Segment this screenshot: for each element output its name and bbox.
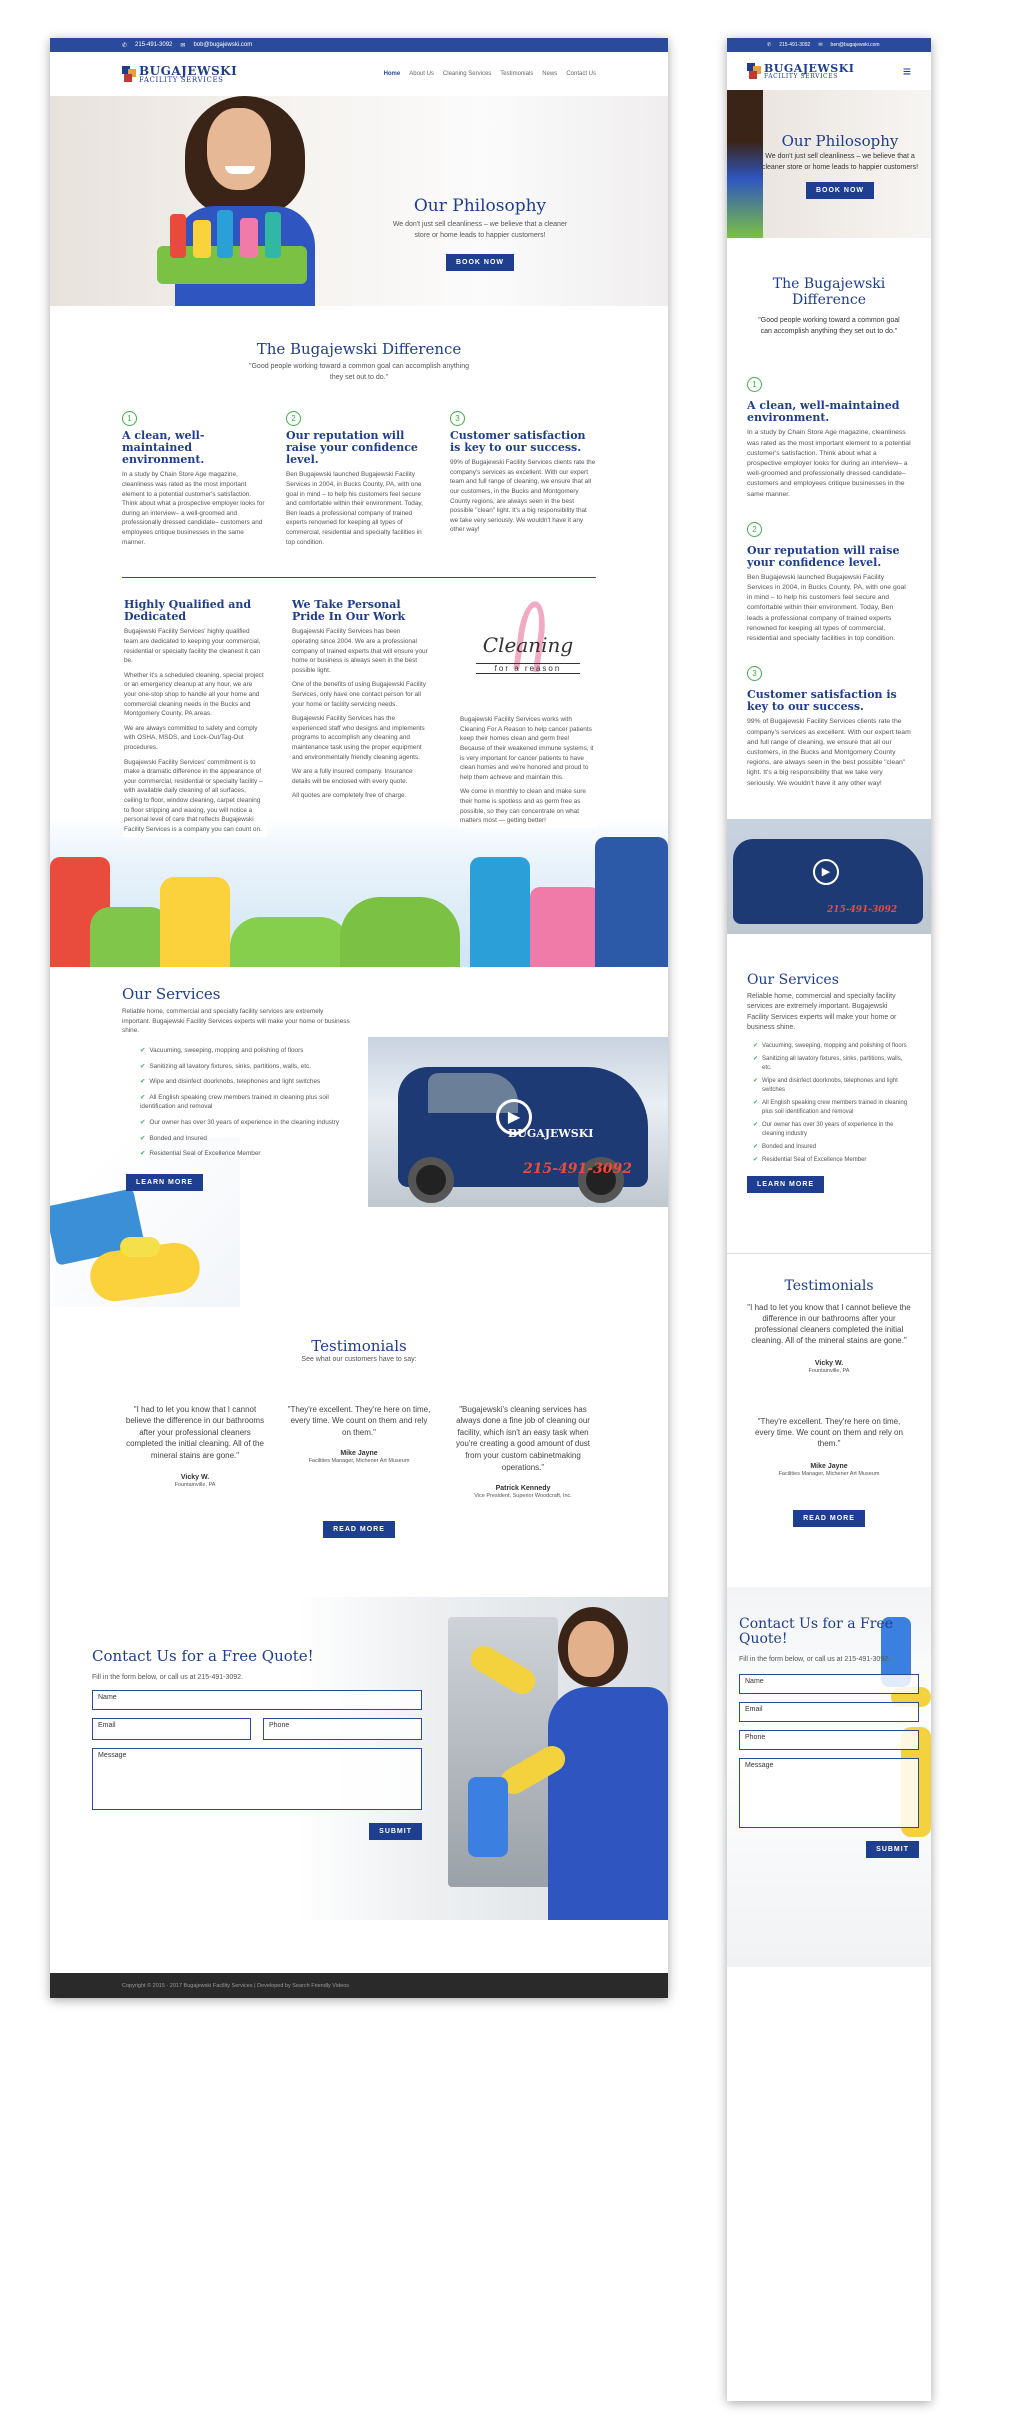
mobile-book-now-button[interactable]: BOOK NOW bbox=[806, 182, 874, 199]
mobile-hero-title: Our Philosophy bbox=[781, 132, 899, 150]
gloves-background-image bbox=[50, 817, 668, 967]
main-nav bbox=[50, 52, 668, 96]
mobile-difference-item-2 bbox=[747, 522, 911, 645]
list-item: ✔ Bonded and Insured bbox=[140, 1134, 207, 1142]
logo-line2: FACILITY SERVICES bbox=[139, 75, 224, 84]
mobile-contact-title: Contact Us for a Free Quote! bbox=[739, 1615, 894, 1647]
mobile-contact-text: Fill in the form below, or call us at 215-491-3092. bbox=[739, 1656, 890, 1664]
about-col2-p3: Bugajewski Facility Services has the experienced staff who designs and implements programs to accomplish any cleaning and maintenance task using the proper equipment and environmentally friendly cleaning agents. bbox=[292, 715, 425, 761]
mobile-read-more-button[interactable]: READ MORE bbox=[793, 1510, 865, 1527]
book-now-button[interactable]: BOOK NOW bbox=[446, 254, 514, 271]
cleaning-woman-image bbox=[408, 1597, 668, 1920]
mobile-difference-item-1 bbox=[747, 377, 911, 500]
difference-item-3 bbox=[450, 411, 596, 547]
check-icon: ✔ bbox=[140, 1150, 146, 1158]
mobile-top-email[interactable]: ben@bugajewski.com bbox=[830, 42, 880, 48]
hero-text: We don't just sell cleanliness – we believe that a cleaner store or home leads to happier customers! bbox=[392, 221, 568, 239]
mobile-top-phone[interactable]: 215-491-3092 bbox=[779, 42, 811, 48]
contact-text: Fill in the form below, or call us at 215-491-3092. bbox=[92, 1674, 243, 1682]
list-item: ✔ Vacuuming, sweeping, mopping and polishing of floors bbox=[140, 1046, 304, 1054]
testimonial-name: Vicky W. bbox=[814, 1360, 844, 1368]
about-col2-p5: All quotes are completely free of charge. bbox=[292, 792, 407, 800]
difference-item-title: A clean, well-maintained environment. bbox=[122, 429, 205, 467]
mobile-mockup bbox=[727, 38, 931, 2401]
email-field[interactable]: Email bbox=[92, 1718, 251, 1740]
footer bbox=[50, 1973, 668, 1998]
nav-item-testimonials[interactable]: Testimonials bbox=[500, 71, 534, 77]
logo-line2: FACILITY SERVICES bbox=[764, 72, 838, 80]
list-item: ✔ All English speaking crew members trained in cleaning plus soil identification and removal bbox=[753, 1099, 908, 1115]
hero-section bbox=[50, 96, 668, 306]
list-item: ✔ Vacuuming, sweeping, mopping and polishing of floors bbox=[753, 1042, 907, 1049]
testimonial-quote: "Bugajewski's cleaning services has always done a fine job of cleaning our facility, which isn't an easy task when you're creating a good amount of dust from your custom cabinetmaking operations." bbox=[455, 1404, 591, 1472]
mobile-truck-video[interactable] bbox=[727, 819, 931, 934]
testimonial-role: Facilities Manager, Michener Art Museum bbox=[778, 1471, 880, 1478]
mobile-services-list bbox=[747, 1042, 911, 1165]
check-icon: ✔ bbox=[753, 1143, 759, 1150]
testimonial-quote: "They're excellent. They're here on time, every time. We count on them and rely on them." bbox=[287, 1404, 431, 1437]
number-badge: 2 bbox=[286, 411, 301, 426]
logo-line1: BUGAJEWSKI bbox=[139, 63, 238, 78]
check-icon: ✔ bbox=[753, 1099, 759, 1106]
list-item: ✔ Our owner has over 30 years of experience in the cleaning industry bbox=[140, 1119, 340, 1127]
mobile-testimonial-1 bbox=[747, 1302, 911, 1376]
truck-logo-text: BUGAJEWSKI bbox=[508, 1127, 594, 1141]
submit-button[interactable]: SUBMIT bbox=[369, 1823, 422, 1840]
mobile-name-field[interactable]: Name bbox=[739, 1674, 919, 1694]
mobile-difference-quote: "Good people working toward a common goal can accomplish anything they set out to do." bbox=[758, 317, 900, 335]
mobile-difference-title: The Bugajewski Difference bbox=[772, 276, 886, 309]
read-more-button[interactable]: READ MORE bbox=[323, 1521, 395, 1538]
difference-item-1 bbox=[122, 411, 268, 547]
testimonial-3 bbox=[450, 1404, 596, 1501]
logo-mark-icon bbox=[747, 63, 761, 79]
testimonials-section bbox=[50, 1307, 668, 1597]
desktop-mockup bbox=[50, 38, 668, 1998]
list-item: ✔ Residential Seal of Excellence Member bbox=[140, 1150, 261, 1158]
difference-item-title: Customer satisfaction is key to our success. bbox=[450, 429, 586, 455]
number-badge: 3 bbox=[747, 666, 762, 681]
list-item: ✔ Wipe and disinfect doorknobs, telephones and light switches bbox=[140, 1078, 321, 1086]
difference-item-text: 99% of Bugajewski Facility Services clients rate the company's services as excellent. With our expert team and full range of cleaning, we ensure that all our customers, in the Bucks and Montgomery County regions, are always seen in the best possible "clean" light. It's a big responsibility that we take very seriously. We wouldn't have it any other way! bbox=[747, 718, 911, 787]
about-section bbox=[50, 577, 668, 967]
testimonials-title: Testimonials bbox=[311, 1337, 407, 1356]
about-col-3 bbox=[458, 593, 598, 828]
logo-line1: BUGAJEWSKI bbox=[764, 61, 855, 75]
difference-item-title: Our reputation will raise your confidence level. bbox=[747, 543, 900, 569]
cfr-sub-text: for a reason bbox=[476, 663, 580, 674]
testimonial-2 bbox=[286, 1404, 432, 1501]
nav-item-services[interactable]: Cleaning Services bbox=[442, 71, 492, 77]
check-icon: ✔ bbox=[753, 1121, 759, 1128]
mobile-email-field[interactable]: Email bbox=[739, 1702, 919, 1722]
testimonial-1 bbox=[122, 1404, 268, 1501]
check-icon: ✔ bbox=[140, 1078, 146, 1086]
difference-item-text: In a study by Chain Store Age magazine, cleanliness was rated as the most important element to a potential customer's satisfaction. Think about what a prospective employer looks for during an interview– a well-groomed and professionally dressed candidate– customers and employees critique businesses in the same manner. bbox=[122, 471, 265, 546]
list-item: ✔ Our owner has over 30 years of experience in the cleaning industry bbox=[753, 1121, 894, 1137]
mobile-nav bbox=[727, 52, 931, 90]
number-badge: 3 bbox=[450, 411, 465, 426]
check-icon: ✔ bbox=[140, 1093, 146, 1101]
list-item: ✔ Bonded and Insured bbox=[753, 1143, 817, 1150]
list-item: ✔ Sanitizing all lavatory fixtures, sinks, partitions, walls, etc. bbox=[140, 1062, 311, 1070]
services-section bbox=[50, 967, 668, 1307]
play-icon[interactable]: ▶ bbox=[813, 859, 839, 885]
testimonial-quote: "They're excellent. They're here on time, every time. We count on them and rely on them." bbox=[755, 1416, 903, 1449]
cfr-p1: Bugajewski Facility Services works with Cleaning For A Reason to help cancer patients keep their homes clean and germ free! Because of their weakened immune systems, it is very important for cancer patients to have clean homes and we're honored and proud to help them achieve and maintain this. bbox=[460, 716, 594, 781]
mobile-message-field[interactable]: Message bbox=[739, 1758, 919, 1828]
nav-item-home[interactable]: Home bbox=[383, 71, 401, 77]
mobile-phone-field[interactable]: Phone bbox=[739, 1730, 919, 1750]
check-icon: ✔ bbox=[140, 1119, 146, 1127]
mobile-testimonials-title: Testimonials bbox=[784, 1277, 874, 1294]
mobile-hero-text: We don't just sell cleanliness – we believe that a cleaner store or home leads to happier customers! bbox=[761, 153, 919, 171]
phone-field[interactable]: Phone bbox=[263, 1718, 422, 1740]
learn-more-button[interactable]: LEARN MORE bbox=[126, 1174, 203, 1191]
hero-title: Our Philosophy bbox=[413, 196, 547, 216]
difference-item-text: Ben Bugajewski launched Bugajewski Facility Services in 2004, in Bucks County, PA, with one goal in mind – to help his customers feel secure and comfortable within their environment. Today, Ben leads a professional company of trained experts renowned for keeping all types of commercial, residential and specialty facilities in top condition. bbox=[286, 471, 423, 546]
mobile-difference-item-3 bbox=[747, 666, 911, 789]
hamburger-menu-icon[interactable]: ≡ bbox=[902, 63, 911, 79]
about-col1-title: Highly Qualified and Dedicated bbox=[124, 598, 252, 624]
testimonial-role: Fountainville, PA bbox=[808, 1368, 850, 1375]
testimonial-quote: "I had to let you know that I cannot believe the difference in our bathrooms after your professional cleaners completed the initial cleaning. All of the mineral stains are gone." bbox=[125, 1404, 265, 1461]
about-col1-p4: Bugajewski Facility Services' commitment is to make a dramatic difference in the appearance of your commercial, residential or specialty facility – with available daily cleaning of all surfaces, ceiling to floor, window cleaning, carpet cleaning to floor stripping and waxing, you will notice a personal level of care that reflects Bugajewski Facility Services is a company you can count on. bbox=[124, 758, 263, 833]
list-item: ✔ Residential Seal of Excellence Member bbox=[753, 1156, 867, 1163]
check-icon: ✔ bbox=[753, 1055, 759, 1062]
check-icon: ✔ bbox=[753, 1077, 759, 1084]
difference-item-text: Ben Bugajewski launched Bugajewski Facility Services in 2004, in Bucks County, PA, with one goal in mind – to help his customers feel secure and comfortable within their environment. Today, Ben leads a professional company of trained experts renowned for keeping all types of commercial, residential and specialty facilities in top condition. bbox=[747, 573, 906, 642]
top-phone[interactable]: 215-491-3092 bbox=[135, 42, 173, 48]
about-col1-p1: Bugajewski Facility Services' highly qualified team are dedicated to keeping your commercial, residential or specialty facility the cleanest it can be. bbox=[124, 628, 261, 665]
testimonial-quote: "I had to let you know that I cannot believe the difference in our bathrooms after your professional cleaners completed the initial cleaning. All of the mineral stains are gone." bbox=[747, 1302, 911, 1346]
phone-icon: ✆ bbox=[767, 42, 772, 48]
nav-item-contact[interactable]: Contact Us bbox=[566, 71, 596, 77]
mobile-contact-section bbox=[727, 1587, 931, 1967]
testimonial-name: Mike Jayne bbox=[810, 1463, 848, 1471]
check-icon: ✔ bbox=[140, 1134, 146, 1142]
difference-item-title: Our reputation will raise your confidence level. bbox=[286, 429, 418, 467]
nav-item-news[interactable]: News bbox=[542, 71, 558, 77]
about-col-1 bbox=[122, 593, 267, 836]
list-item: ✔ Wipe and disinfect doorknobs, telephones and light switches bbox=[753, 1077, 898, 1093]
difference-item-title: Customer satisfaction is key to our success. bbox=[747, 688, 897, 714]
services-intro: Reliable home, commercial and specialty facility services are extremely important. Bugajewski Facility Services experts will make your home or business shine. bbox=[122, 1008, 350, 1035]
truck-video[interactable] bbox=[368, 1037, 668, 1207]
logo-mark-icon bbox=[122, 66, 136, 82]
mobile-difference-section bbox=[727, 238, 931, 789]
name-field[interactable]: Name bbox=[92, 1690, 422, 1710]
mobile-testimonial-2 bbox=[747, 1416, 911, 1479]
about-col1-p2: Whether it's a scheduled cleaning, special project or an emergency cleanup at any hour, we are your one-stop shop to handle all your home and commercial cleaning needs in the Bucks and Montgomery County, PA areas. bbox=[124, 671, 264, 718]
testimonial-name: Vicky W. bbox=[180, 1473, 210, 1481]
check-icon: ✔ bbox=[140, 1062, 146, 1070]
hero-woman-image bbox=[145, 96, 345, 306]
testimonial-name: Patrick Kennedy bbox=[495, 1485, 551, 1493]
testimonials-subtitle: See what our customers have to say: bbox=[301, 1356, 417, 1364]
testimonial-name: Mike Jayne bbox=[340, 1450, 378, 1458]
check-icon: ✔ bbox=[753, 1042, 759, 1049]
nav-menu bbox=[384, 71, 596, 77]
number-badge: 2 bbox=[747, 522, 762, 537]
mobile-top-bar bbox=[727, 38, 931, 52]
mail-icon: ✉ bbox=[180, 42, 186, 49]
mobile-submit-button[interactable]: SUBMIT bbox=[866, 1841, 919, 1858]
mobile-site-logo[interactable] bbox=[747, 63, 854, 80]
nav-item-about[interactable]: About Us bbox=[409, 71, 434, 77]
testimonial-role: Fountainville, PA bbox=[174, 1481, 216, 1488]
difference-item-2 bbox=[286, 411, 432, 547]
difference-section bbox=[50, 306, 668, 547]
message-field[interactable]: Message bbox=[92, 1748, 422, 1810]
number-badge: 1 bbox=[747, 377, 762, 392]
mobile-services-intro: Reliable home, commercial and specialty facility services are extremely important. Bugajewski Facility Services experts will make your home or business shine. bbox=[747, 992, 897, 1032]
difference-item-text: In a study by Chain Store Age magazine, cleanliness was rated as the most important element to a potential customer's satisfaction. Think about what a prospective employer looks for during an interview– a well-groomed and professionally dressed candidate– customers and employees critique businesses in the same manner. bbox=[747, 429, 911, 498]
mobile-testimonials-section bbox=[727, 1254, 931, 1527]
about-col2-title: We Take Personal Pride In Our Work bbox=[292, 598, 406, 624]
about-col2-p4: We are a fully insured company. Insurance details will be enclosed with every quote. bbox=[292, 768, 413, 785]
difference-title: The Bugajewski Difference bbox=[256, 340, 462, 358]
services-title: Our Services bbox=[122, 985, 221, 1004]
phone-icon: ✆ bbox=[122, 42, 128, 49]
play-icon[interactable]: ▶ bbox=[496, 1099, 532, 1135]
mail-icon: ✉ bbox=[818, 42, 823, 48]
difference-item-title: A clean, well-maintained environment. bbox=[747, 399, 900, 425]
cleaning-for-a-reason-logo bbox=[458, 593, 598, 713]
testimonial-role: Facilities Manager, Michener Art Museum bbox=[308, 1458, 410, 1465]
contact-section bbox=[50, 1597, 668, 1920]
number-badge: 1 bbox=[122, 411, 137, 426]
cfr-p2: We come in monthly to clean and make sure their home is spotless and as germ free as possible, so they can concentrate on what matters most — getting better! bbox=[460, 788, 586, 825]
mobile-truck-phone: 215-491-3092 bbox=[827, 904, 898, 915]
list-item: ✔ All English speaking crew members trained in cleaning plus soil identification and removal bbox=[140, 1093, 329, 1111]
difference-item-text: 99% of Bugajewski Facility Services clients rate the company's services as excellent. With our expert team and full range of cleaning, we ensure that all our customers, in the Bucks and Montgomery County regions, are always seen in the best possible "clean" light. It's a big responsibility that we take very seriously. We wouldn't have it any other way! bbox=[450, 459, 596, 534]
about-col-2 bbox=[290, 593, 430, 803]
top-bar bbox=[50, 38, 668, 52]
site-logo[interactable] bbox=[122, 65, 237, 84]
mobile-services-title: Our Services bbox=[747, 971, 839, 988]
check-icon: ✔ bbox=[753, 1156, 759, 1163]
mobile-learn-more-button[interactable]: LEARN MORE bbox=[747, 1176, 824, 1193]
mobile-hero-section bbox=[727, 90, 931, 238]
truck-phone: 215-491-3092 bbox=[523, 1161, 633, 1178]
about-col1-p3: We are always committed to safety and comply with OSHA, MSDS, and Lock-Out/Tag-Out procedures. bbox=[124, 724, 258, 752]
services-list bbox=[122, 1046, 352, 1159]
top-email[interactable]: bob@bugajewski.com bbox=[193, 42, 253, 48]
about-col2-p1: Bugajewski Facility Services has been operating since 2004. We are a professional company of trained experts that will ensure your home or business is always seen in the best possible light. bbox=[292, 628, 428, 674]
about-col2-p2: One of the benefits of using Bugajewski Facility Services, only have one contact person for all your home or facility servicing needs. bbox=[292, 681, 426, 708]
cfr-script-text: Cleaning bbox=[482, 633, 574, 658]
check-icon: ✔ bbox=[140, 1046, 146, 1054]
difference-quote: "Good people working toward a common goal can accomplish anything they set out to do." bbox=[249, 363, 469, 381]
footer-text: Copyright © 2015 - 2017 Bugajewski Facility Services | Developed by Search Friendly Videos bbox=[122, 1982, 350, 1989]
list-item: ✔ Sanitizing all lavatory fixtures, sinks, partitions, walls, etc. bbox=[753, 1055, 903, 1071]
mobile-services-section bbox=[727, 934, 931, 1193]
testimonial-role: Vice President, Superior Woodcraft, Inc. bbox=[474, 1493, 572, 1500]
contact-title: Contact Us for a Free Quote! bbox=[92, 1647, 314, 1666]
